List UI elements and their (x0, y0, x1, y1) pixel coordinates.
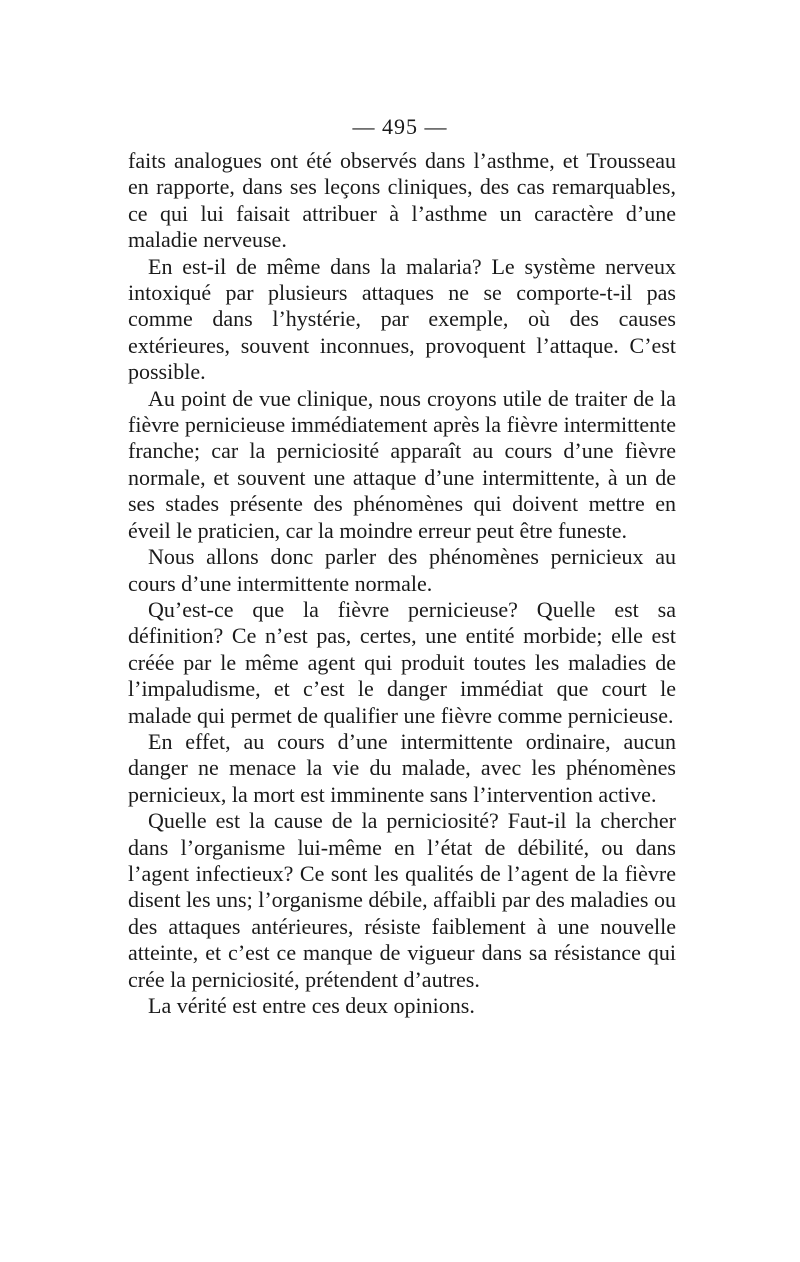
paragraph-8: La vérité est entre ces deux opinions. (148, 993, 475, 1018)
paragraph-4: Nous allons donc parler des phénomènes pernicieux au cours d’une intermittente normale. (128, 544, 676, 596)
paragraph-6: En effet, au cours d’une intermittente ordinaire, aucun danger ne menace la vie du malade, avec les phénomènes pernicieux, la mort est imminente sans l’intervention active. (128, 728, 676, 807)
paragraph-5: Qu’est-ce que la fièvre pernicieuse? Quelle est sa définition? Ce n’est pas, certes, une entité morbide; elle est créée par le même agent qui produit toutes les maladies de l’impaludisme, et c’est le danger immédiat que court le malade qui permet de qualifier une fièvre comme pernicieuse. (128, 596, 676, 728)
paragraph-2: En est-il de même dans la malaria? Le système nerveux intoxiqué par plusieurs attaques ne se comporte-t-il pas comme dans l’hystérie, par exemple, où des causes extérieures, souvent inconnues, provoquent l’attaque. C’est possible. (128, 253, 676, 385)
paragraph-7: Quelle est la cause de la perniciosité? Faut-il la chercher dans l’organisme lui-même en l’état de débilité, ou dans l’agent infectieux? Ce sont les qualités de l’agent de la fièvre disent les uns; l’organisme débile, affaibli par des maladies ou des attaques antérieures, résiste faiblement à une nouvelle atteinte, et c’est ce manque de vigueur dans sa résistance qui crée la perniciosité, prétendent d’autres. (128, 808, 676, 992)
body-text (128, 148, 676, 1019)
paragraph-3: Au point de vue clinique, nous croyons utile de traiter de la fièvre pernicieuse immédiatement après la fièvre intermittente franche; car la perniciosité apparaît au cours d’une fièvre normale, et souvent une attaque d’une intermittente, à un de ses stades présente des phénomènes qui doivent mettre en éveil le praticien, car la moindre erreur peut être funeste. (128, 385, 676, 543)
page-number: — 495 — (352, 114, 448, 139)
paragraph-1: faits analogues ont été observés dans l’asthme, et Trousseau en rapporte, dans ses leçons cliniques, des cas remarquables, ce qui lui faisait attribuer à l’asthme un caractère d’une maladie nerveuse. (128, 148, 676, 253)
